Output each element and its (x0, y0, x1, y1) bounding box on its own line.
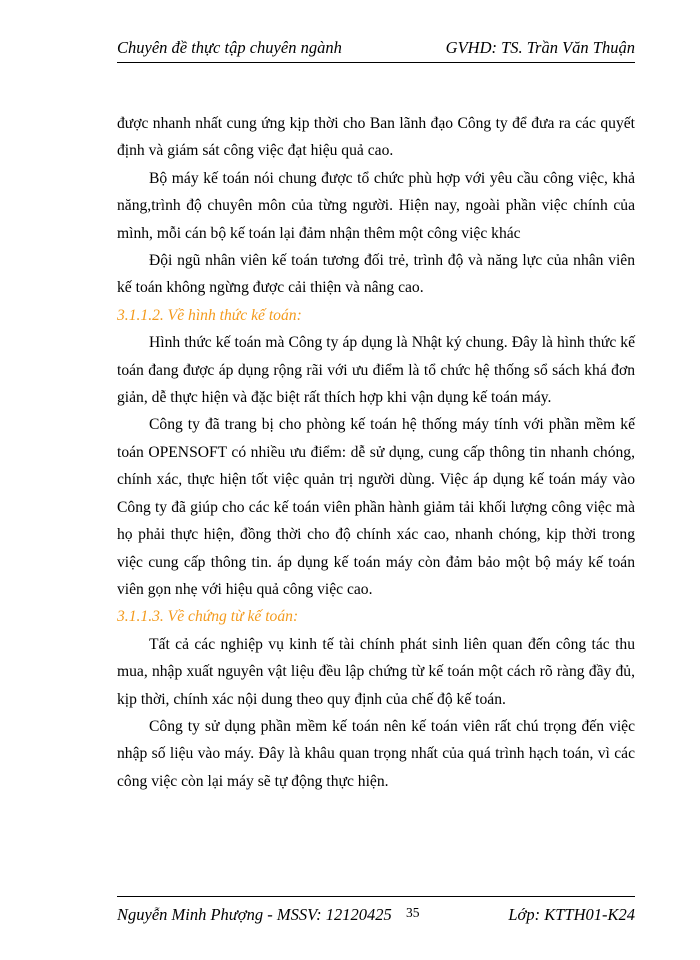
paragraph-5: Công ty đã trang bị cho phòng kế toán hệ thống máy tính với phần mềm kế toán OPENSOFT có nhiều ưu điểm: dễ sử dụng, cung cấp thông tin nhanh chóng, chính xác, thực hiện tốt việc quản trị người dùng. Việc áp dụng kế toán máy vào Công ty đã giúp cho các kế toán viên phần hành giảm tải khối lượng công việc mà họ phải thực hiện, đồng thời cho độ chính xác cao, nhanh chóng, kịp thời trong việc cung cấp thông tin. áp dụng kế toán máy còn đảm bảo một bộ máy kế toán viên gọn nhẹ với hiệu quả công việc cao. (117, 416, 635, 598)
paragraph-2: Bộ máy kế toán nói chung được tổ chức phù hợp với yêu cầu công việc, khả năng,trình độ chuyên môn của từng người. Hiện nay, ngoài phần việc chính của mình, mỗi cán bộ kế toán lại đảm nhận thêm một công việc khác (117, 169, 635, 242)
paragraph-6: Tất cả các nghiệp vụ kinh tế tài chính phát sinh liên quan đến công tác thu mua, nhập xuất nguyên vật liệu đều lập chứng từ kế toán một cách rõ ràng đầy đủ, kịp thời, chính xác nội dung theo quy định của chế độ kế toán. (117, 635, 635, 708)
document-body (117, 110, 635, 795)
header-title: Chuyên đề thực tập chuyên ngành (117, 38, 342, 57)
section-heading-3-1-1-2: 3.1.1.2. Về hình thức kế toán: (117, 306, 302, 324)
page-number: 35 (406, 905, 420, 920)
footer-class: Lớp: KTTH01-K24 (508, 905, 635, 924)
footer-author: Nguyễn Minh Phượng - MSSV: 12120425 (117, 905, 392, 924)
section-heading-3-1-1-3: 3.1.1.3. Về chứng từ kế toán: (117, 608, 299, 626)
paragraph-3: Đội ngũ nhân viên kế toán tương đối trẻ, trình độ và năng lực của nhân viên kế toán không ngừng được cải thiện và nâng cao. (117, 252, 635, 297)
paragraph-1: được nhanh nhất cung ứng kịp thời cho Ban lãnh đạo Công ty để đưa ra các quyết định và giám sát công việc đạt hiệu quả cao. (117, 115, 635, 160)
page-footer (117, 896, 635, 927)
paragraph-7: Công ty sử dụng phần mềm kế toán nên kế toán viên rất chú trọng đến việc nhập số liệu vào máy. Đây là khâu quan trọng nhất của quá trình hạch toán, vì các công việc còn lại máy sẽ tự động thực hiện. (117, 717, 635, 790)
paragraph-4: Hình thức kế toán mà Công ty áp dụng là Nhật ký chung. Đây là hình thức kế toán đang được áp dụng rộng rãi với ưu điểm là tổ chức hệ thống sổ sách khá đơn giản, dễ thực hiện và đặc biệt rất thích hợp khi vận dụng kế toán máy. (117, 334, 635, 407)
page-header (117, 38, 635, 63)
header-supervisor: GVHD: TS. Trần Văn Thuận (445, 38, 635, 57)
